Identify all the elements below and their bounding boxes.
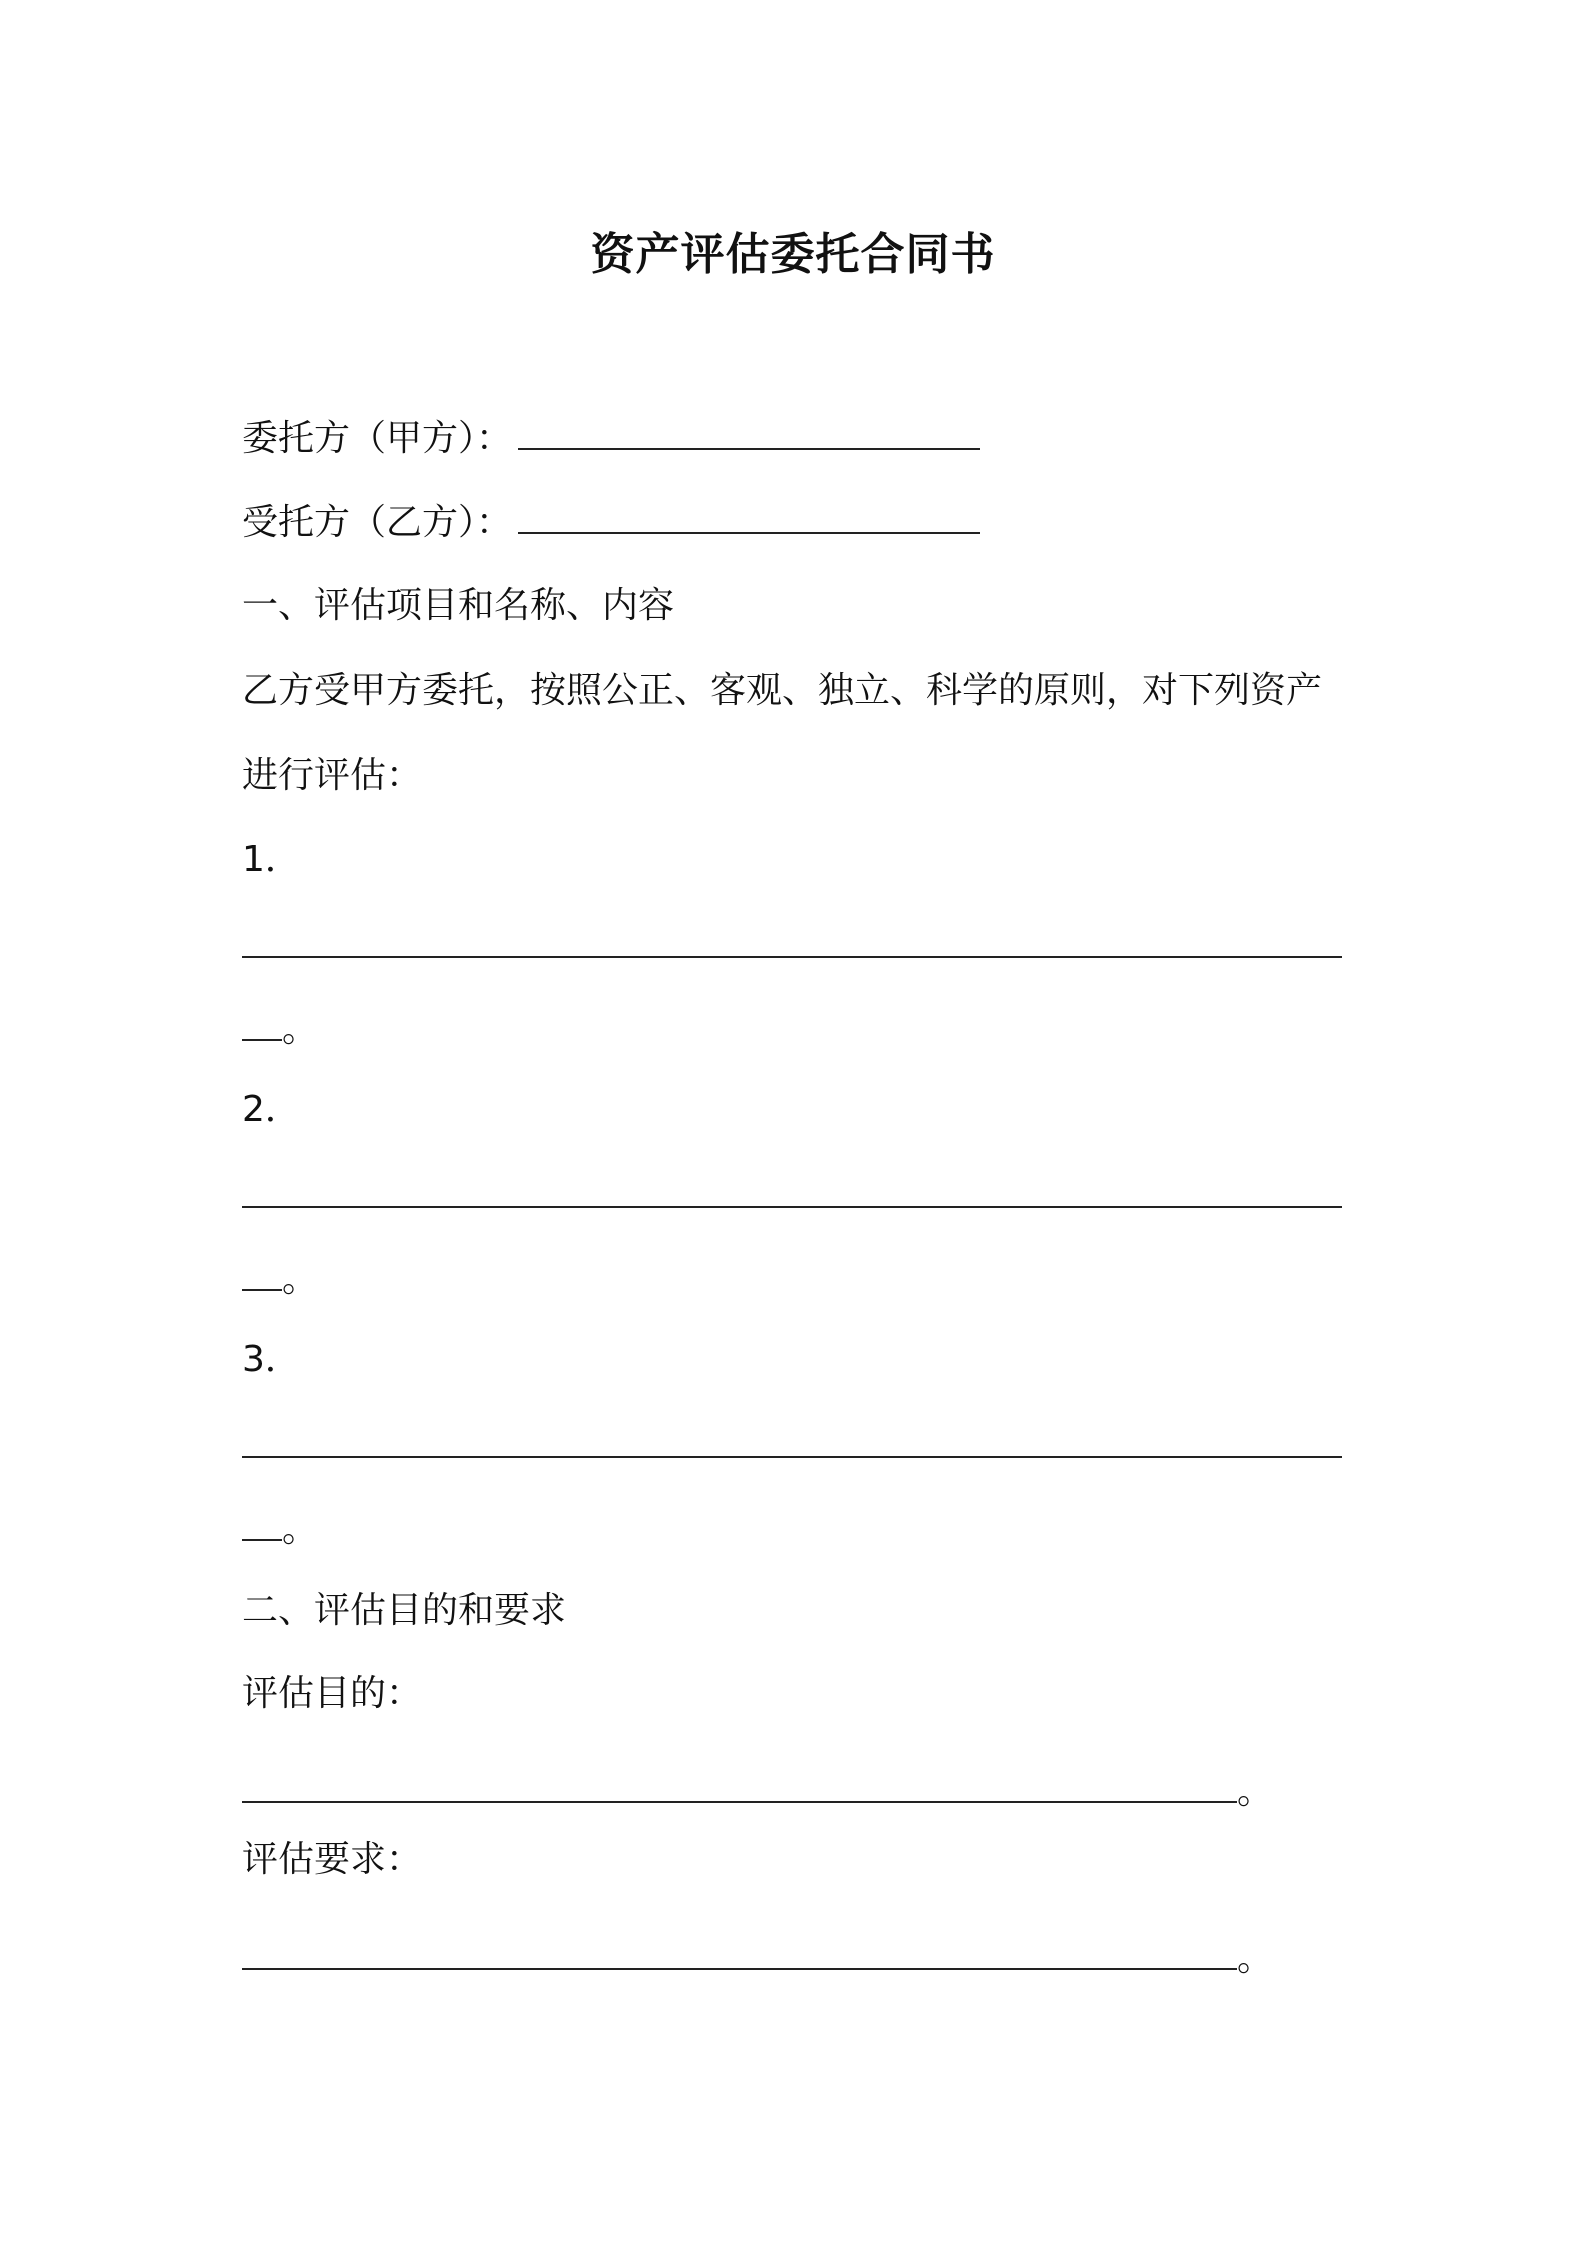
purpose-blank[interactable] — [242, 1765, 1237, 1803]
item-3-blank-tail[interactable] — [242, 1503, 282, 1541]
section1-heading: 一、评估项目和名称、内容 — [242, 585, 675, 626]
requirement-end: 。 — [1237, 1938, 1274, 1979]
item-2-blank[interactable] — [242, 1170, 1342, 1208]
party-b-blank[interactable] — [518, 496, 980, 534]
item-3-blank[interactable] — [242, 1420, 1342, 1458]
item-3-number: 3． — [242, 1339, 301, 1380]
party-a-line — [242, 412, 980, 463]
section2-heading: 二、评估目的和要求 — [242, 1590, 567, 1631]
item-3-blank-line — [242, 1420, 1342, 1471]
requirement-blank-line — [242, 1932, 1273, 1983]
purpose-end: 。 — [1237, 1771, 1274, 1812]
requirement-label: 评估要求： — [242, 1839, 423, 1880]
item-2-blank-line — [242, 1170, 1342, 1221]
requirement-blank[interactable] — [242, 1932, 1237, 1970]
item-2-number: 2． — [242, 1089, 301, 1130]
item-1-blank-line — [242, 920, 1342, 971]
party-a-blank[interactable] — [518, 412, 980, 450]
item-3-end: 。 — [282, 1509, 319, 1550]
party-a-label: 委托方（甲方）： — [242, 418, 513, 459]
party-b-label: 受托方（乙方）： — [242, 502, 513, 543]
section1-intro-line1: 乙方受甲方委托，按照公正、客观、独立、科学的原则，对下列资产 — [242, 670, 1323, 711]
item-1-blank-tail[interactable] — [242, 1003, 282, 1041]
item-1-end: 。 — [282, 1009, 319, 1050]
item-1-number: 1． — [242, 839, 301, 880]
document-title: 资产评估委托合同书 — [590, 229, 996, 280]
section1-intro-line2: 进行评估： — [242, 755, 423, 796]
item-3-end-line — [242, 1503, 318, 1554]
item-2-end: 。 — [282, 1259, 319, 1300]
item-2-blank-tail[interactable] — [242, 1253, 282, 1291]
purpose-blank-line — [242, 1765, 1273, 1816]
item-2-end-line — [242, 1253, 318, 1304]
item-1-end-line — [242, 1003, 318, 1054]
item-1-blank[interactable] — [242, 920, 1342, 958]
party-b-line — [242, 496, 980, 547]
purpose-label: 评估目的： — [242, 1673, 423, 1714]
